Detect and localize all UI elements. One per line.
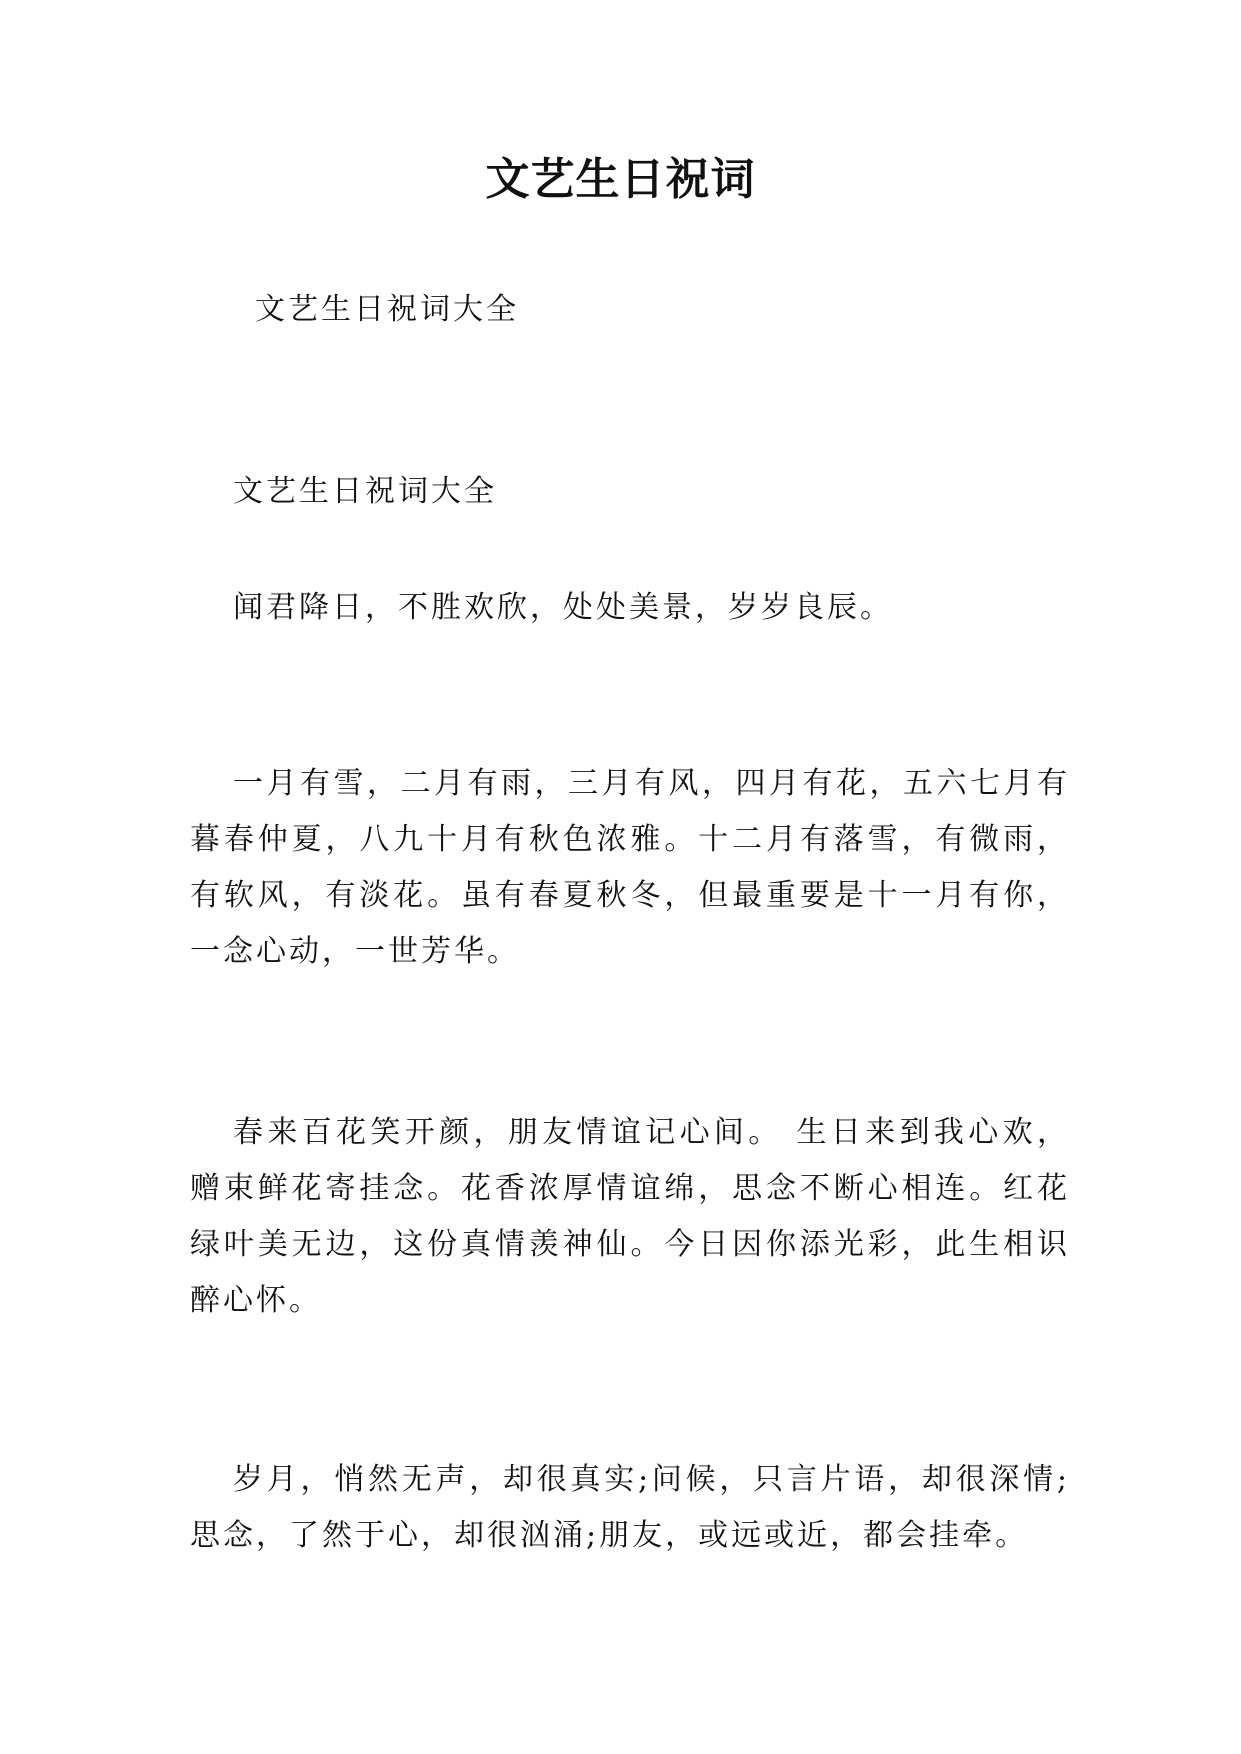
document-title: 文艺生日祝词	[485, 154, 756, 205]
paragraph: 春来百花笑开颜，朋友情谊记心间。 生日来到我心欢，赠束鲜花寄挂念。花香浓厚情谊绵，思念不断心相连。红花绿叶美无边，这份真情羡神仙。今日因你添光彩，此生相识醉心怀。	[190, 1115, 1070, 1318]
document-subtitle: 文艺生日祝词大全	[255, 292, 519, 327]
paragraph: 闻君降日，不胜欢欣，处处美景，岁岁良辰。	[233, 590, 893, 625]
paragraph: 一月有雪，二月有雨，三月有风，四月有花，五六七月有暮春仲夏，八九十月有秋色浓雅。十二月有落雪，有微雨，有软风，有淡花。虽有春夏秋冬，但最重要是十一月有你，一念心动，一世芳华。	[190, 766, 1070, 969]
paragraph-heading: 文艺生日祝词大全	[233, 474, 497, 509]
paragraph: 岁月，悄然无声，却很真实;问候，只言片语，却很深情;思念，了然于心，却很汹涌;朋友，或远或近，都会挂牵。	[190, 1462, 1070, 1553]
